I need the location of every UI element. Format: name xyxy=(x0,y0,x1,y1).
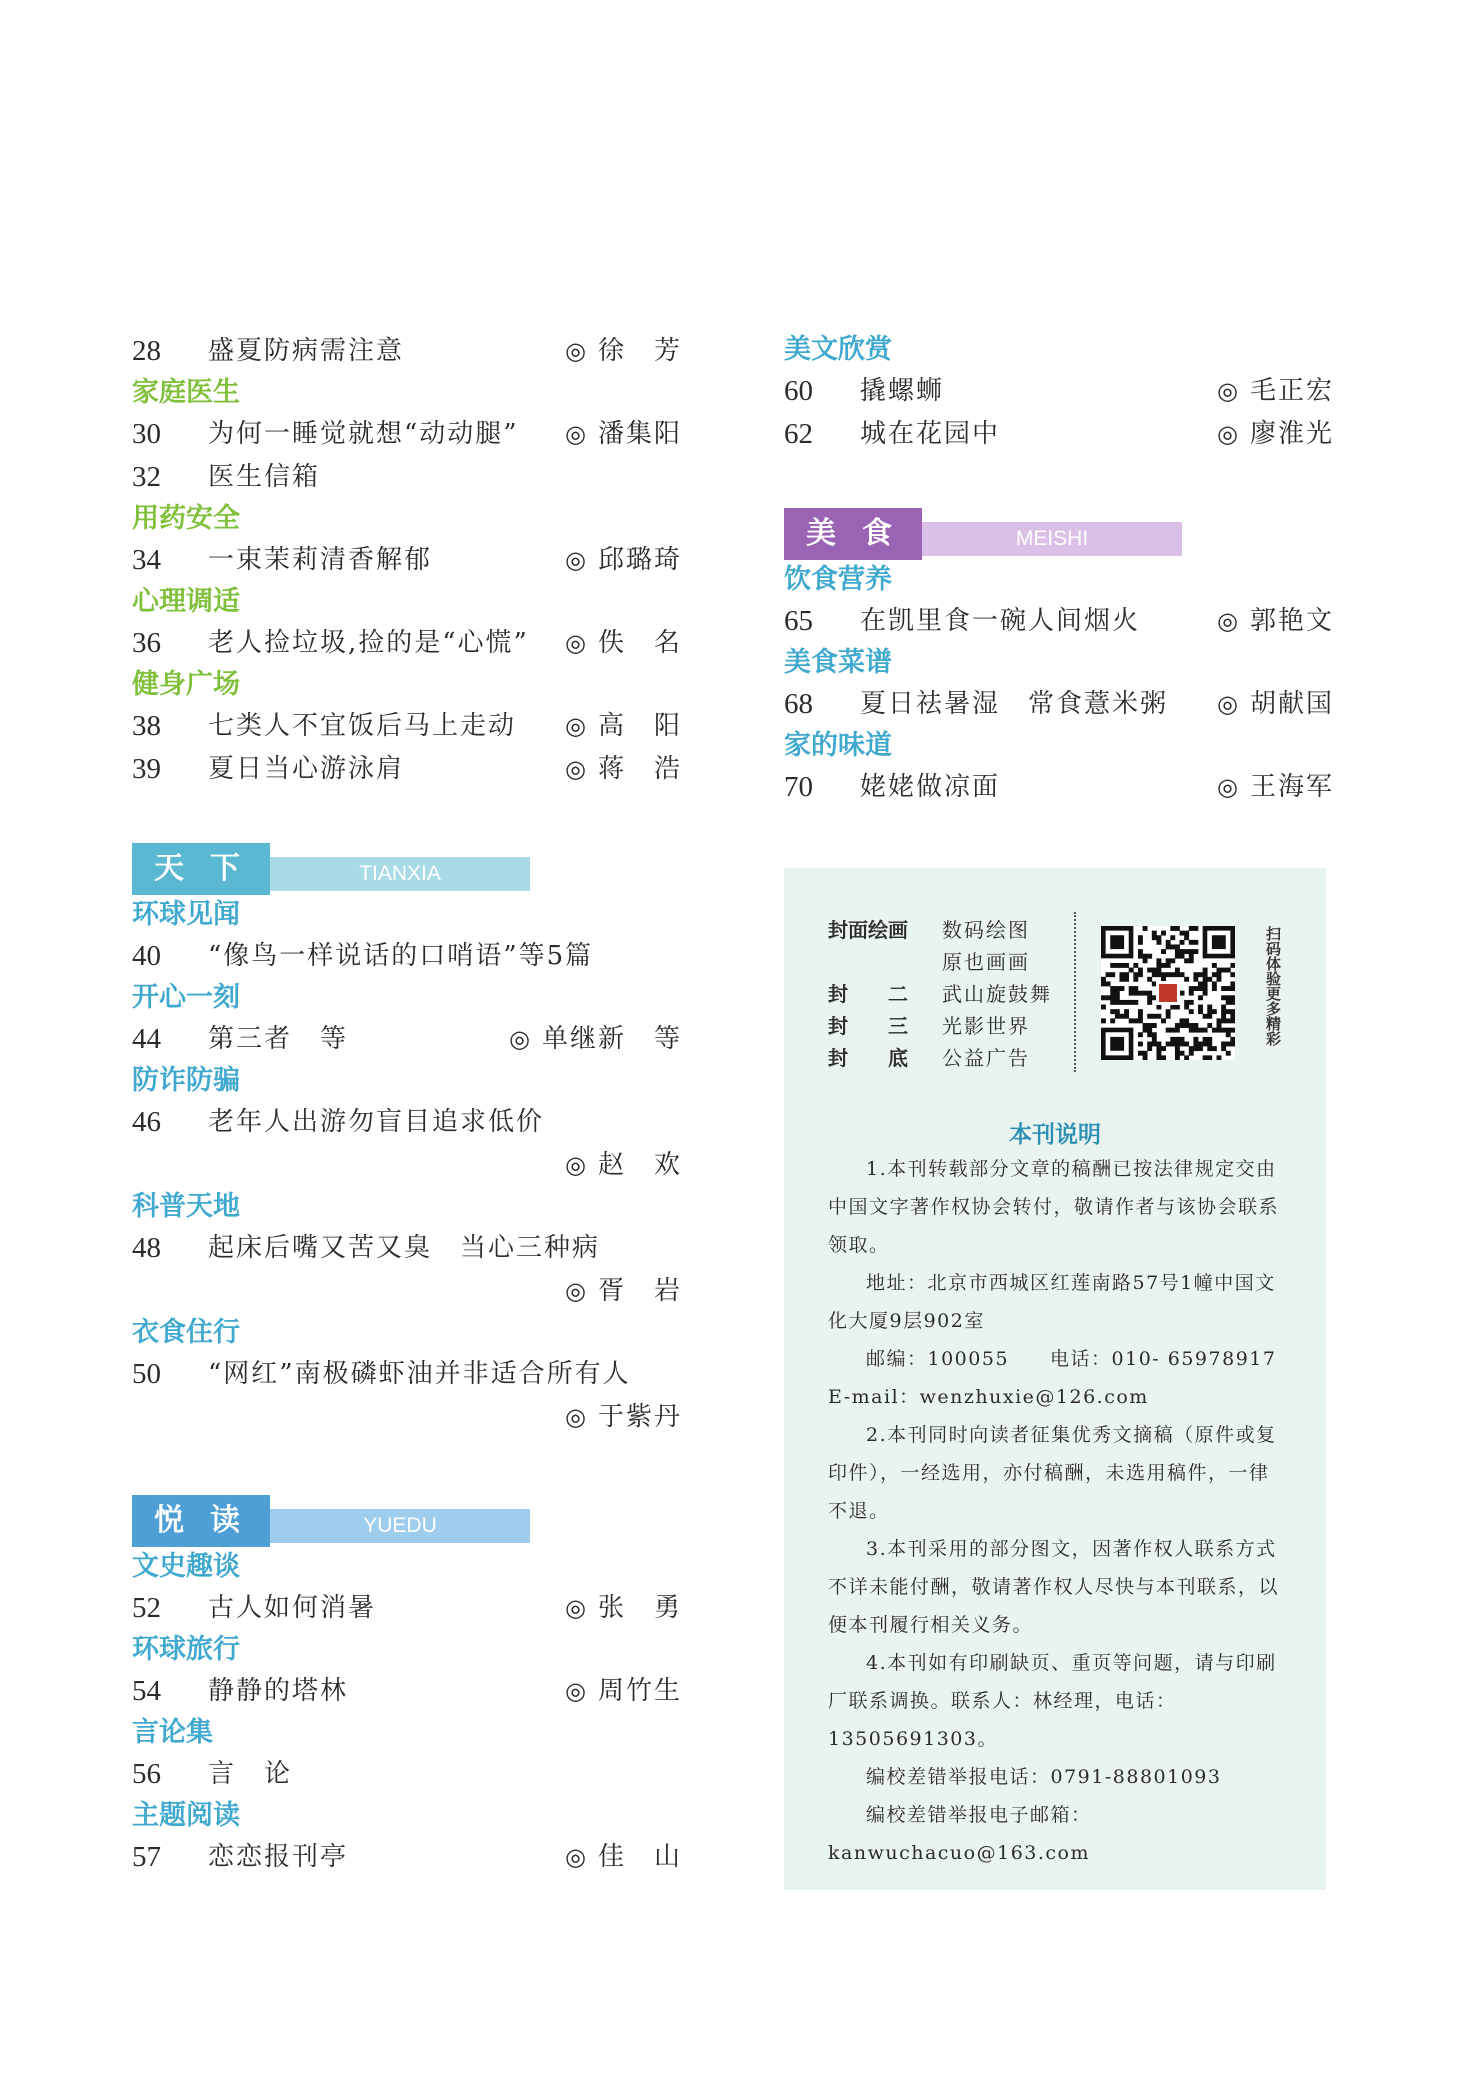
toc-entry[interactable] xyxy=(132,1587,682,1630)
subsection-title: 开心一刻 xyxy=(132,982,240,1013)
article-title: 医生信箱 xyxy=(208,462,321,492)
toc-entry[interactable] xyxy=(132,622,682,665)
article-title: 盛夏防病需注意 xyxy=(208,336,405,366)
page-number: 60 xyxy=(784,375,813,407)
credit-value: 公益广告 xyxy=(942,1046,1030,1070)
article-title: 起床后嘴又苦又臭 当心三种病 xyxy=(208,1233,601,1263)
toc-entry[interactable] xyxy=(132,330,682,373)
notice-paragraph: 邮编：100055 电话：010- 65978917 xyxy=(866,1348,1277,1370)
article-title: 一束茉莉清香解郁 xyxy=(208,545,433,575)
qr-code-graphic xyxy=(1101,926,1235,1060)
toc-left-column xyxy=(132,330,682,1879)
article-author xyxy=(1217,600,1334,643)
author-mark-icon: ◎ xyxy=(565,755,588,783)
credit-row xyxy=(828,946,1078,978)
toc-entry[interactable] xyxy=(132,1836,682,1879)
notice-title: 本刊说明 xyxy=(1009,1122,1101,1148)
credit-value: 武山旋鼓舞 xyxy=(942,982,1052,1006)
page-number: 65 xyxy=(784,605,813,637)
article-title: 言 论 xyxy=(208,1759,293,1789)
article-title: “网红”南极磷虾油并非适合所有人 xyxy=(208,1359,631,1389)
page-number: 40 xyxy=(132,940,161,972)
article-author xyxy=(565,1396,682,1439)
article-author xyxy=(1217,370,1334,413)
toc-entry[interactable] xyxy=(132,456,682,499)
page-number: 46 xyxy=(132,1106,161,1138)
toc-right-column xyxy=(784,330,1334,809)
author-name: 张 勇 xyxy=(597,1593,682,1623)
credit-label: 封 二 xyxy=(828,982,908,1006)
divider xyxy=(1074,912,1076,1072)
credit-label: 封面绘画 xyxy=(828,918,908,942)
article-title: 城在花园中 xyxy=(860,419,1001,449)
subsection-title: 美文欣赏 xyxy=(784,334,892,365)
article-author xyxy=(565,330,682,373)
page-number: 52 xyxy=(132,1592,161,1624)
article-author xyxy=(565,748,682,791)
notice-body xyxy=(828,1150,1284,1872)
author-mark-icon: ◎ xyxy=(565,1151,588,1179)
author-mark-icon: ◎ xyxy=(565,1594,588,1622)
page-number: 68 xyxy=(784,688,813,720)
subsection-title: 用药安全 xyxy=(132,503,240,534)
author-name: 于紫丹 xyxy=(597,1402,682,1432)
article-author xyxy=(565,1144,682,1187)
author-name: 胥 岩 xyxy=(597,1276,682,1306)
article-author xyxy=(565,1836,682,1879)
article-title: 夏日祛暑湿 常食薏米粥 xyxy=(860,689,1169,719)
toc-entry[interactable] xyxy=(132,1270,682,1313)
article-title: 撬螺蛳 xyxy=(860,376,945,406)
toc-entry[interactable] xyxy=(132,1018,682,1061)
subsection-title: 环球旅行 xyxy=(132,1634,240,1665)
section-band: MEISHI xyxy=(922,522,1182,556)
article-author xyxy=(565,413,682,456)
cover-credits xyxy=(828,914,1078,1074)
toc-entry[interactable] xyxy=(784,600,1334,643)
author-name: 廖淮光 xyxy=(1249,419,1334,449)
page-number: 70 xyxy=(784,771,813,803)
author-name: 毛正宏 xyxy=(1249,376,1334,406)
subsection-title: 心理调适 xyxy=(132,586,240,617)
credit-row xyxy=(828,978,1078,1010)
credit-label: 封 三 xyxy=(828,1014,908,1038)
author-mark-icon: ◎ xyxy=(565,712,588,740)
page-number: 28 xyxy=(132,335,161,367)
author-mark-icon: ◎ xyxy=(1217,773,1240,801)
author-mark-icon: ◎ xyxy=(565,629,588,657)
article-title: 第三者 等 xyxy=(208,1024,349,1054)
subsection-title: 言论集 xyxy=(132,1717,213,1748)
article-author xyxy=(565,539,682,582)
notice-paragraph: 4.本刊如有印刷缺页、重页等问题，请与印刷厂联系调换。联系人：林经理，电话：13505691303。 xyxy=(828,1652,1277,1750)
author-mark-icon: ◎ xyxy=(1217,420,1240,448)
credit-value: 光影世界 xyxy=(942,1014,1030,1038)
section-tag: 天下 xyxy=(132,843,270,895)
page-number: 32 xyxy=(132,461,161,493)
section-band: YUEDU xyxy=(270,1509,530,1543)
article-title: 姥姥做凉面 xyxy=(860,772,1001,802)
author-mark-icon: ◎ xyxy=(565,546,588,574)
author-mark-icon: ◎ xyxy=(565,420,588,448)
subsection-title: 文史趣谈 xyxy=(132,1551,240,1582)
subsection-title: 衣食住行 xyxy=(132,1317,240,1348)
notice-paragraph: 编校差错举报电话：0791-88801093 xyxy=(866,1766,1222,1788)
page-number: 56 xyxy=(132,1758,161,1790)
notice-paragraph: E-mail：wenzhuxie@126.com xyxy=(828,1386,1149,1408)
author-name: 佚 名 xyxy=(597,628,682,658)
subsection-title: 家庭医生 xyxy=(132,377,240,408)
subsection-title: 防诈防骗 xyxy=(132,1065,240,1096)
toc-entry[interactable] xyxy=(132,1353,682,1396)
page-number: 57 xyxy=(132,1841,161,1873)
subsection-title: 饮食营养 xyxy=(784,564,892,595)
page-number: 62 xyxy=(784,418,813,450)
article-title: 恋恋报刊亭 xyxy=(208,1842,349,1872)
credit-row xyxy=(828,1010,1078,1042)
subsection-title: 家的味道 xyxy=(784,730,892,761)
credit-value: 原也画画 xyxy=(942,950,1030,974)
article-author xyxy=(509,1018,682,1061)
page-number: 39 xyxy=(132,753,161,785)
author-name: 单继新 等 xyxy=(541,1024,682,1054)
article-author xyxy=(565,1670,682,1713)
toc-entry[interactable] xyxy=(132,1670,682,1713)
toc-entry[interactable] xyxy=(132,1144,682,1187)
toc-entry[interactable] xyxy=(132,1396,682,1439)
toc-entry[interactable] xyxy=(132,935,682,978)
qr-code[interactable] xyxy=(1101,926,1235,1060)
article-author xyxy=(565,622,682,665)
toc-entry[interactable] xyxy=(784,413,1334,456)
notice-paragraph: 1.本刊转载部分文章的稿酬已按法律规定交由中国文字著作权协会转付，敬请作者与该协会联系领取。 xyxy=(828,1158,1280,1256)
author-name: 王海军 xyxy=(1249,772,1334,802)
author-mark-icon: ◎ xyxy=(509,1025,532,1053)
article-author xyxy=(1217,413,1334,456)
article-author xyxy=(1217,766,1334,809)
toc-entry[interactable] xyxy=(784,766,1334,809)
author-mark-icon: ◎ xyxy=(565,1843,588,1871)
toc-entry[interactable] xyxy=(784,683,1334,726)
section-header xyxy=(132,843,682,895)
page-number: 36 xyxy=(132,627,161,659)
article-author xyxy=(565,1587,682,1630)
article-title: 古人如何消暑 xyxy=(208,1593,377,1623)
article-title: 在凯里食一碗人间烟火 xyxy=(860,606,1141,636)
credit-label: 封 底 xyxy=(828,1046,908,1070)
article-title: 夏日当心游泳肩 xyxy=(208,754,405,784)
qr-caption: 扫码体验更多精彩 xyxy=(1264,926,1282,1046)
author-name: 佳 山 xyxy=(597,1842,682,1872)
author-mark-icon: ◎ xyxy=(1217,607,1240,635)
toc-entry[interactable] xyxy=(132,539,682,582)
subsection-title: 美食菜谱 xyxy=(784,647,892,678)
page-number: 50 xyxy=(132,1358,161,1390)
section-tag: 悦读 xyxy=(132,1495,270,1547)
author-name: 潘集阳 xyxy=(597,419,682,449)
article-title: “像鸟一样说话的口哨语”等5篇 xyxy=(208,941,594,971)
notice-paragraph: 地址：北京市西城区红莲南路57号1幢中国文化大厦9层902室 xyxy=(828,1272,1276,1332)
article-title: 老年人出游勿盲目追求低价 xyxy=(208,1107,545,1137)
credit-row xyxy=(828,914,1078,946)
author-mark-icon: ◎ xyxy=(565,1277,588,1305)
author-mark-icon: ◎ xyxy=(1217,690,1240,718)
article-author xyxy=(565,1270,682,1313)
article-author xyxy=(565,705,682,748)
notice-paragraph: 2.本刊同时向读者征集优秀文摘稿（原件或复印件），一经选用，亦付稿酬，未选用稿件，一律不退。 xyxy=(828,1424,1277,1522)
article-title: 为何一睡觉就想“动动腿” xyxy=(208,419,519,449)
toc-entry[interactable] xyxy=(132,1101,682,1144)
toc-entry[interactable] xyxy=(132,1227,682,1270)
page-number: 48 xyxy=(132,1232,161,1264)
subsection-title: 主题阅读 xyxy=(132,1800,240,1831)
subsection-title: 科普天地 xyxy=(132,1191,240,1222)
article-title: 静静的塔林 xyxy=(208,1676,349,1706)
author-mark-icon: ◎ xyxy=(565,1677,588,1705)
page-number: 54 xyxy=(132,1675,161,1707)
subsection-title: 环球见闻 xyxy=(132,899,240,930)
section-band: TIANXIA xyxy=(270,857,530,891)
author-name: 高 阳 xyxy=(597,711,682,741)
author-name: 郭艳文 xyxy=(1249,606,1334,636)
toc-entry[interactable] xyxy=(132,413,682,456)
page-number: 44 xyxy=(132,1023,161,1055)
toc-entry[interactable] xyxy=(784,370,1334,413)
notice-panel xyxy=(784,868,1326,1890)
author-mark-icon: ◎ xyxy=(1217,377,1240,405)
section-header xyxy=(784,508,1334,560)
author-name: 赵 欢 xyxy=(597,1150,682,1180)
toc-entry[interactable] xyxy=(132,705,682,748)
toc-entry[interactable] xyxy=(132,1753,682,1796)
article-author xyxy=(1217,683,1334,726)
credit-value: 数码绘图 xyxy=(942,918,1030,942)
notice-paragraph: 3.本刊采用的部分图文，因著作权人联系方式不详未能付酬，敬请著作权人尽快与本刊联系，以便本刊履行相关义务。 xyxy=(828,1538,1280,1636)
article-title: 七类人不宜饭后马上走动 xyxy=(208,711,517,741)
article-title: 老人捡垃圾,捡的是“心慌” xyxy=(208,628,529,658)
author-name: 胡献国 xyxy=(1249,689,1334,719)
notice-paragraph: 编校差错举报电子邮箱：kanwuchacuo@163.com xyxy=(828,1804,1092,1864)
author-mark-icon: ◎ xyxy=(565,1403,588,1431)
section-tag: 美食 xyxy=(784,508,922,560)
page-number: 38 xyxy=(132,710,161,742)
author-name: 蒋 浩 xyxy=(597,754,682,784)
page-number: 30 xyxy=(132,418,161,450)
toc-entry[interactable] xyxy=(132,748,682,791)
section-header xyxy=(132,1495,682,1547)
author-name: 周竹生 xyxy=(597,1676,682,1706)
credit-row xyxy=(828,1042,1078,1074)
page-number: 34 xyxy=(132,544,161,576)
subsection-title: 健身广场 xyxy=(132,669,240,700)
author-name: 邱璐琦 xyxy=(597,545,682,575)
author-name: 徐 芳 xyxy=(597,336,682,366)
author-mark-icon: ◎ xyxy=(565,337,588,365)
